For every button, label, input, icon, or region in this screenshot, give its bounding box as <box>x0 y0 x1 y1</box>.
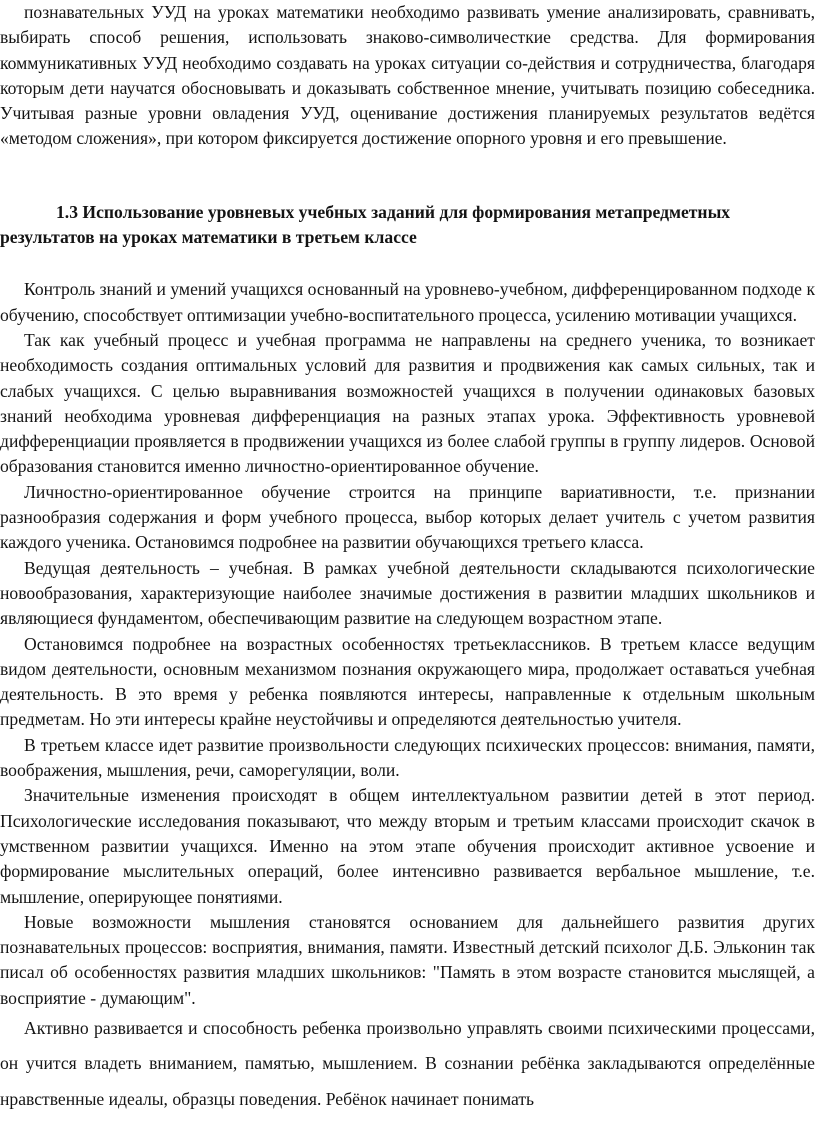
body-paragraph-9: Активно развивается и способность ребенка произвольно управлять своими психическими процессами, он учится владеть вниманием, памятью, мышлением. В сознании ребёнка закладываются определённые нравственные идеалы, образцы поведения. Ребёнок начинает понимать <box>0 1017 815 1109</box>
body-paragraph-4: Ведущая деятельность – учебная. В рамках учебной деятельности складываются психологические новообразования, характеризующие наиболее значимые достижения в развитии младших школьников и являющиеся фундаментом, обеспечивающим развитие на следующем возрастном этапе. <box>0 557 815 629</box>
body-paragraph-6: В третьем классе идет развитие произвольности следующих психических процессов: внимания, памяти, воображения, мышления, речи, саморегуляции, воли. <box>0 734 815 781</box>
body-paragraph-3: Личностно-ориентированное обучение строится на принципе вариативности, т.е. признании разнообразия содержания и форм учебного процесса, выбор которых делает учитель с учетом развития каждого ученика. Остановимся подробнее на развитии обучающихся третьего класса. <box>0 481 815 553</box>
body-paragraph-7: Значительные изменения происходят в общем интеллектуальном развитии детей в этот период. Психологические исследования показывают, что между вторым и третьим классами происходит скачок в умственном развитии учащихся. Именно на этом этапе обучения происходит активное усвоение и формирование мыслительных операций, более интенсивно развивается вербальное мышление, т.е. мышление, оперирующее понятиями. <box>0 785 815 907</box>
section-heading: 1.3 Использование уровневых учебных заданий для формирования метапредметных результатов на уроках математики в третьем классе <box>0 201 731 248</box>
body-paragraph-2: Так как учебный процесс и учебная программа не направлены на среднего ученика, то возникает необходимость создания оптимальных условий для развития и продвижения как самых сильных, так и слабых учащихся. С целью выравнивания возможностей учащихся в получении одинаковых базовых знаний необходима уровневая дифференциация на разных этапах урока. Эффективность уровневой дифференциации проявляется в продвижении учащихся из более слабой группы в группу лидеров. Основой образования становится именно личностно-ориентированное обучение. <box>0 329 815 477</box>
spacer <box>0 250 815 277</box>
body-paragraph-1: Контроль знаний и умений учащихся основанный на уровнево-учебном, дифференцированном подходе к обучению, способствует оптимизации учебно-воспитательного процесса, усилению мотивации учащихся. <box>0 279 815 325</box>
body-paragraph-8: Новые возможности мышления становятся основанием для дальнейшего развития других познавательных процессов: восприятия, внимания, памяти. Известный детский психолог Д.Б. Эльконин так писал об особенностях развития младших школьников: "Память в этом возрасте становится мыслящей, а восприятие - думающим". <box>0 911 815 1008</box>
intro-paragraph: познавательных УУД на уроках математики необходимо развивать умение анализировать, сравнивать, выбирать способ решения, использовать знаково-символичесткие средства. Для формирования коммуникативных УУД необходимо создавать на уроках ситуации со-действия и сотрудничества, благодаря которым дети научатся обосновывать и доказывать собственное мнение, учитывать позицию собеседника. Учитывая разные уровни овладения УУД, оценивание достижения планируемых результатов ведётся «методом сложения», при котором фиксируется достижение опорного уровня и его превышение. <box>0 2 815 149</box>
body-paragraph-5: Остановимся подробнее на возрастных особенностях третьеклассников. В третьем классе ведущим видом деятельности, основным механизмом познания окружающего мира, продолжает оставаться учебная деятельность. В это время у ребенка появляются интересы, направленные к отдельным школьным предметам. Но эти интересы крайне неустойчивы и определяются деятельностью учителя. <box>0 633 815 730</box>
spacer <box>0 152 815 200</box>
